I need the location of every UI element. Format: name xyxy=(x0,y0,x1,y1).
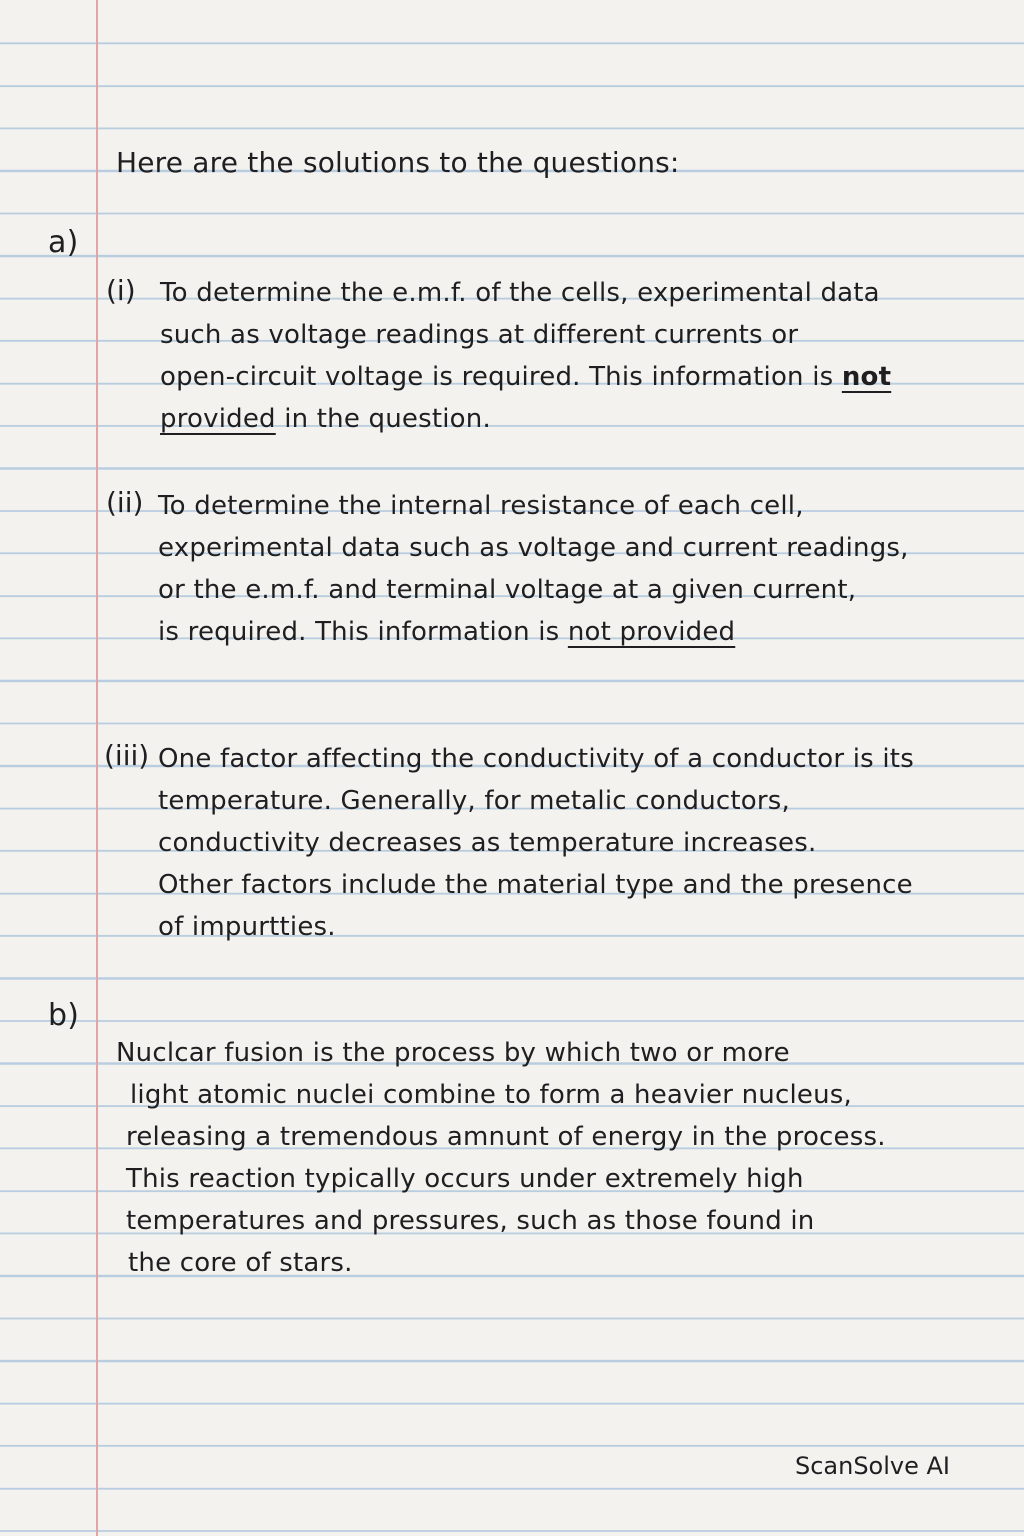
answer-line: or the e.m.f. and terminal voltage at a given current, xyxy=(158,575,857,605)
answer-line: such as voltage readings at different currents or xyxy=(160,320,799,350)
answer-line: open-circuit voltage is required. This information is not xyxy=(160,362,892,392)
notebook-margin-line xyxy=(96,0,98,1536)
part-i-marker: (i) xyxy=(106,274,136,307)
emphasis-not: not xyxy=(841,362,892,392)
answer-line: temperature. Generally, for metalic conductors, xyxy=(158,786,790,816)
answer-line: One factor affecting the conductivity of a conductor is its xyxy=(158,744,914,774)
answer-line: Other factors include the material type and the presence xyxy=(158,870,913,900)
page-heading: Here are the solutions to the questions: xyxy=(116,146,680,179)
answer-line: the core of stars. xyxy=(128,1248,353,1278)
answer-line: is required. This information is not provided xyxy=(158,617,736,647)
answer-line: of impurtties. xyxy=(158,912,336,942)
answer-line: experimental data such as voltage and current readings, xyxy=(158,533,909,563)
answer-line: Nuclcar fusion is the process by which two or more xyxy=(116,1038,790,1068)
answer-line: temperatures and pressures, such as those found in xyxy=(126,1206,815,1236)
emphasis-not-provided: not provided xyxy=(567,617,736,647)
part-iii-marker: (iii) xyxy=(104,739,150,772)
answer-line: conductivity decreases as temperature increases. xyxy=(158,828,817,858)
section-b-answer xyxy=(116,1032,886,1284)
answer-line: This reaction typically occurs under extremely high xyxy=(126,1164,804,1194)
emphasis-provided: provided xyxy=(160,404,276,434)
answer-line: To determine the internal resistance of each cell, xyxy=(158,491,804,521)
part-ii-marker: (ii) xyxy=(106,486,144,519)
brand-watermark: ScanSolve AI xyxy=(794,1452,950,1480)
answer-line: provided in the question. xyxy=(160,404,491,434)
answer-line: releasing a tremendous amnunt of energy in the process. xyxy=(126,1122,886,1152)
section-b-label: b) xyxy=(48,998,80,1033)
answer-line: light atomic nuclei combine to form a heavier nucleus, xyxy=(130,1080,852,1110)
section-a-label: a) xyxy=(48,225,79,260)
part-i-answer xyxy=(160,272,891,440)
answer-line: To determine the e.m.f. of the cells, experimental data xyxy=(160,278,880,308)
part-iii-answer xyxy=(158,738,914,948)
part-ii-answer xyxy=(158,485,909,653)
